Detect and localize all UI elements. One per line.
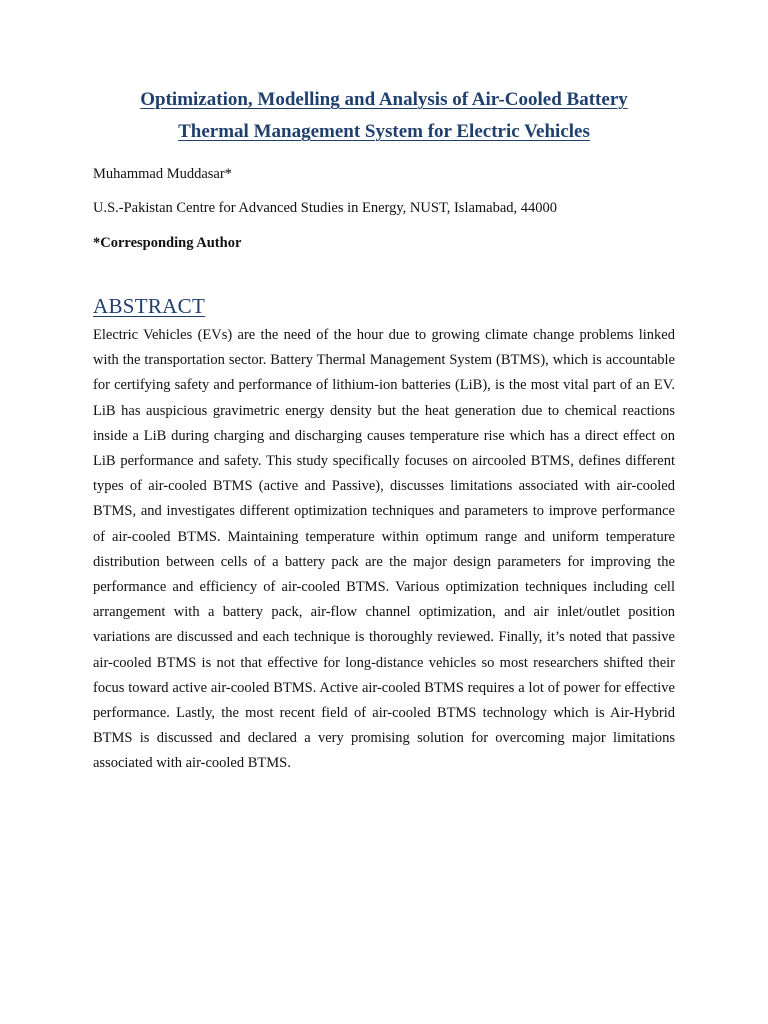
author-affiliation: U.S.-Pakistan Centre for Advanced Studies in Energy, NUST, Islamabad, 44000 [93,200,558,216]
corresponding-author-note: *Corresponding Author [93,235,242,251]
abstract-text: Electric Vehicles (EVs) are the need of the hour due to growing climate change problems linked with the transportation sector. Battery Thermal Management System (BTMS), which is accountable for certifying safety and performance of lithium-ion batteries (LiB), is the most vital part of an EV. LiB has auspicious gravimetric energy density but the heat generation due to chemical reactions inside a LiB during charging and discharging causes temperature rise which has a direct effect on LiB performance and safety. This study specifically focuses on aircooled BTMS, defines different types of air-cooled BTMS (active and Passive), discusses limitations associated with air-cooled BTMS, and investigates different optimization techniques and parameters to improve performance of air-cooled BTMS. Maintaining temperature within optimum range and uniform temperature distribution between cells of a battery pack are the major design parameters for improving the performance and efficiency of air-cooled BTMS. Various optimization techniques including cell arrangement with a battery pack, air-flow channel optimization, and air inlet/outlet position variations are discussed and each technique is thoroughly reviewed. Finally, it’s noted that passive air-cooled BTMS is not that effective for long-distance vehicles so most researchers shifted their focus toward active air-cooled BTMS. Active air-cooled BTMS requires a lot of power for effective performance. Lastly, the most recent field of air-cooled BTMS technology which is Air-Hybrid BTMS is discussed and declared a very promising solution for overcoming major limitations associated with air-cooled BTMS. [93,327,675,772]
author-name: Muhammad Muddasar* [93,166,232,182]
paper-title [60,84,708,148]
abstract-heading: ABSTRACT [93,294,206,318]
paper-title-line-2: Thermal Management System for Electric Vehicles [178,121,590,142]
paper-title-line-1: Optimization, Modelling and Analysis of Air-Cooled Battery [140,89,628,110]
